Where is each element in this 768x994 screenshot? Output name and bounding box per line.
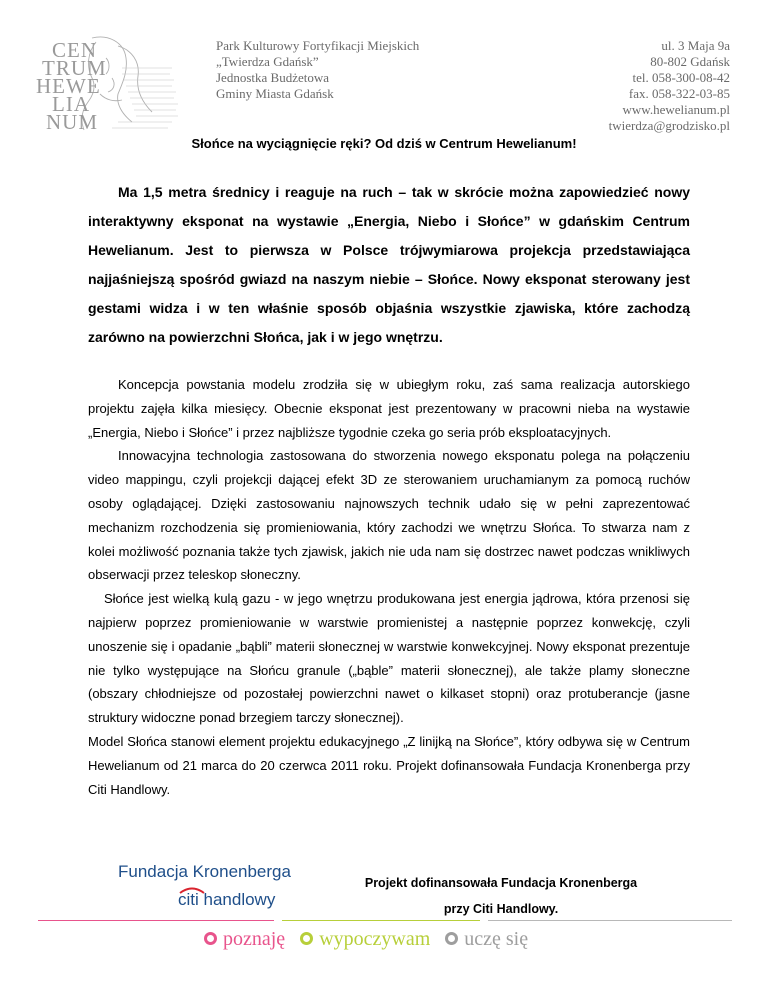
hewelianum-logo — [22, 28, 182, 138]
footer-divider-green — [282, 920, 480, 921]
sponsor-logo — [118, 862, 298, 918]
article-lead — [88, 178, 690, 352]
contact-fax: fax. 058-322-03-85 — [628, 86, 730, 101]
contact-phone: tel. 058-300-08-42 — [632, 70, 730, 85]
org-line: Park Kulturowy Fortyfikacji Miejskich — [216, 38, 420, 53]
logo-word: TRUM — [42, 56, 107, 80]
slogan-ucze-sie — [445, 928, 528, 951]
article-body — [88, 373, 690, 801]
circle-bullet-icon — [204, 932, 217, 945]
organization-address — [216, 38, 419, 102]
body-paragraph: Słońce jest wielką kulą gazu - w jego wnętrzu produkowana jest energia jądrowa, która przenosi się najpierw poprzez promieniowanie w warstwie promienistej a następnie poprzez konwekcję, czyli unoszenie się i opadanie „bąbli” materii słonecznej w warstwie konwekcyjnej. Nowy eksponat prezentuje nie tylko występujące na Słońcu granule („bąble” materii słonecznej), ale także plamy słoneczne (obszary chłodniejsze od pozostałej powierzchni nawet o kilkaset stopni) oraz protuberancje (jasne struktury widoczne ponad brzegiem tarczy słonecznej). — [88, 591, 690, 726]
logo-word: LIA — [52, 92, 90, 116]
contact-email[interactable]: twierdza@grodzisko.pl — [608, 118, 730, 133]
footer-divider-pink — [38, 920, 274, 921]
contact-info — [609, 38, 730, 134]
org-line: „Twierdza Gdańsk” — [216, 54, 319, 69]
body-paragraph: Koncepcja powstania modelu zrodziła się w ubiegłym roku, zaś sama realizacja autorskiego projektu zajęła kilka miesięcy. Obecnie eksponat jest prezentowany w pracowni nieba na wystawie „Energia, Niebo i Słońce” i przez najbliższe tygodnie czeka go seria prób eksploatacyjnych. — [88, 377, 690, 440]
slogan-label: uczę się — [464, 928, 529, 950]
footer-divider-gray — [488, 920, 732, 921]
logo-word: HEWE — [36, 74, 101, 98]
footer-slogans — [204, 928, 538, 951]
circle-bullet-icon — [300, 932, 313, 945]
org-line: Gminy Miasta Gdańsk — [216, 86, 334, 101]
contact-website[interactable]: www.hewelianum.pl — [622, 102, 730, 117]
circle-bullet-icon — [445, 932, 458, 945]
contact-postcode: 80-802 Gdańsk — [650, 54, 730, 69]
lead-paragraph: Ma 1,5 metra średnicy i reaguje na ruch – tak w skrócie można zapowiedzieć nowy interaktywny eksponat na wystawie „Energia, Niebo i Słońce” w gdańskim Centrum Hewelianum. Jest to pierwsza w Polsce trójwymiarowa projekcja przedstawiająca najjaśniejszą spośród gwiazd na naszym niebie – Słońce. Nowy eksponat sterowany jest gestami widza i w ten właśnie sposób objaśnia wszystkie zjawiska, które zachodzą zarówno na powierzchni Słońca, jak i w jego wnętrzu. — [88, 184, 690, 345]
slogan-poznaje — [204, 928, 285, 951]
body-paragraph: Model Słońca stanowi element projektu edukacyjnego „Z linijką na Słońce”, który odbywa się w Centrum Hewelianum od 21 marca do 20 czerwca 2011 roku. Projekt dofinansowała Fundacja Kronenberga przy Citi Handlowy. — [88, 733, 690, 797]
slogan-label: poznaję — [223, 928, 286, 950]
slogan-label: wypoczywam — [319, 928, 431, 950]
logo-word: NUM — [46, 110, 99, 134]
funding-note-line: Projekt dofinansowała Fundacja Kronenberga — [364, 876, 638, 890]
funding-note-line: przy Citi Handlowy. — [443, 902, 559, 916]
contact-street: ul. 3 Maja 9a — [661, 38, 730, 53]
logo-word: CEN — [52, 38, 97, 62]
slogan-wypoczywam — [300, 928, 430, 951]
kronenberga-foundation-label: Fundacja Kronenberga — [118, 862, 291, 881]
org-line: Jednostka Budżetowa — [216, 70, 330, 85]
body-paragraph: Innowacyjna technologia zastosowana do stworzenia nowego eksponatu polega na połączeniu video mappingu, czyli projekcji dającej efekt 3D ze sterowaniem uruchamianym za pomocą ruchów osoby oglądającej. Dzięki zastosowaniu najnowszych technik udało się w pełni zaprezentować mechanizm rozchodzenia się promieniowania, który zachodzi we wnętrzu Słońca. To stwarza nam z kolei możliwość poznania także tych zjawisk, jakich nie uda nam się dostrzec nawet podczas wnikliwych obserwacji przez teleskop słoneczny. — [88, 448, 690, 583]
article-title: Słońce na wyciągnięcie ręki? Od dziś w Centrum Hewelianum! — [191, 136, 577, 151]
citi-handlowy-label: citi handlowy — [178, 890, 276, 909]
funding-note — [330, 870, 672, 922]
